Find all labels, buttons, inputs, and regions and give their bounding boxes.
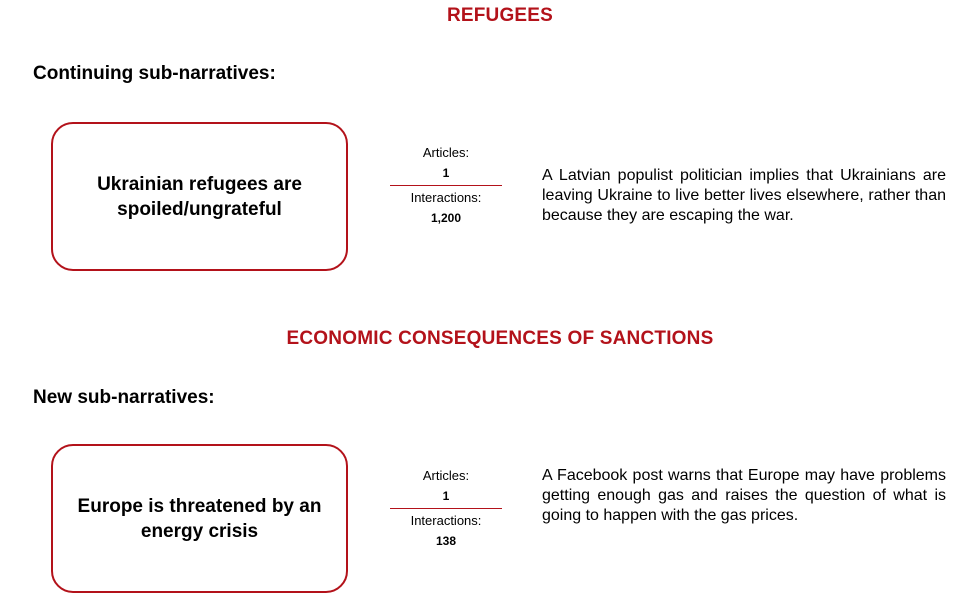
articles-label: Articles: xyxy=(422,468,470,483)
narrative-box-energy xyxy=(51,444,348,593)
narrative-text: Ukrainian refugees are spoiled/ungrateful xyxy=(97,173,302,220)
interactions-value: 1,200 xyxy=(430,211,462,225)
section-title-economic: ECONOMIC CONSEQUENCES OF SANCTIONS xyxy=(286,328,714,349)
narrative-box-refugees xyxy=(51,122,348,271)
narrative-description-refugees: A Latvian populist politician implies that Ukrainians are leaving Ukraine to live better lives elsewhere, rather than because they are escaping the war. xyxy=(542,167,946,224)
narrative-text: Europe is threatened by an energy crisis xyxy=(77,495,322,542)
narrative-stats-refugees xyxy=(390,142,502,229)
stats-divider xyxy=(390,508,502,509)
interactions-label: Interactions: xyxy=(410,190,482,205)
narrative-stats-energy xyxy=(390,465,502,552)
articles-value: 1 xyxy=(442,489,450,503)
interactions-label: Interactions: xyxy=(410,513,482,528)
articles-label: Articles: xyxy=(422,145,470,160)
subheading-new: New sub-narratives: xyxy=(33,387,215,408)
narrative-description-energy: A Facebook post warns that Europe may have problems getting enough gas and raises the question of what is going to happen with the gas prices. xyxy=(542,467,946,524)
interactions-value: 138 xyxy=(435,534,457,548)
articles-value: 1 xyxy=(442,166,450,180)
subheading-continuing: Continuing sub-narratives: xyxy=(33,63,276,84)
section-title-refugees: REFUGEES xyxy=(446,5,554,26)
stats-divider xyxy=(390,185,502,186)
